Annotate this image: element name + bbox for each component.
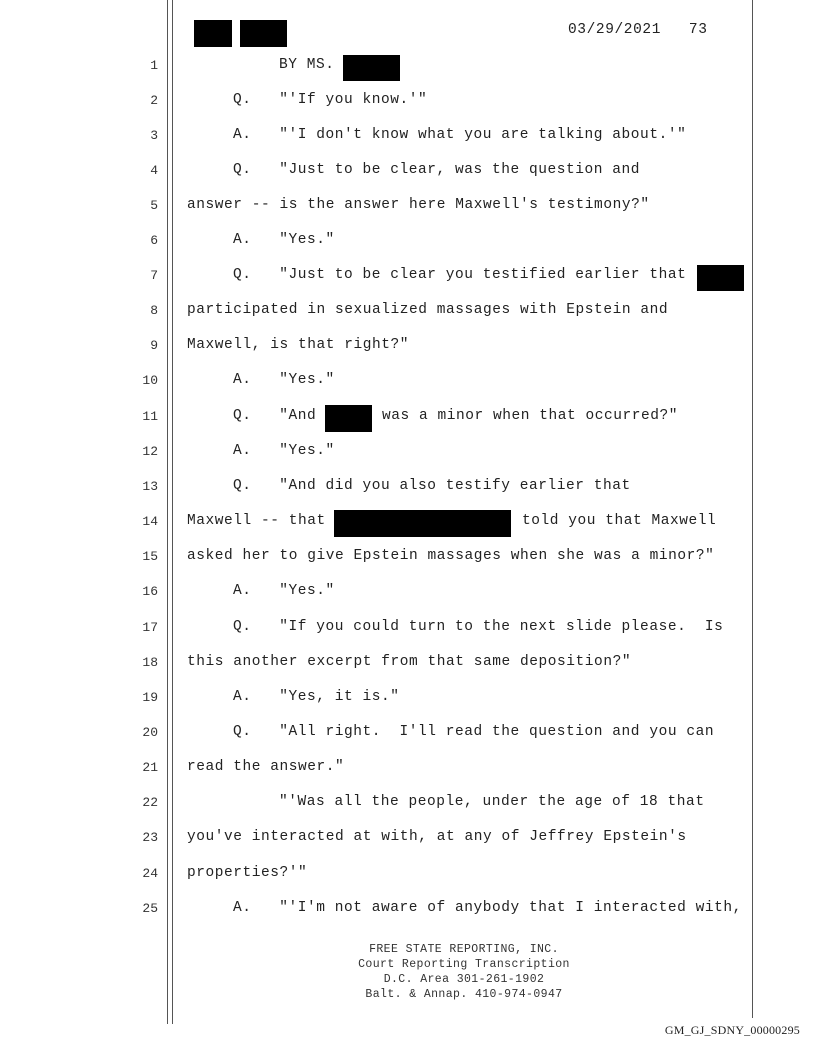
line-number: 8 xyxy=(150,303,158,318)
left-margin-rule-outer xyxy=(167,0,168,1024)
transcript-line-end: was a minor when that occurred?" xyxy=(382,408,679,424)
line-number: 13 xyxy=(142,479,158,494)
redaction-header-1 xyxy=(194,20,232,47)
line-number: 5 xyxy=(150,198,158,213)
line-number: 12 xyxy=(142,444,158,459)
line-number: 16 xyxy=(142,584,158,599)
reporter-footer xyxy=(304,942,624,1002)
footer-company: FREE STATE REPORTING, INC. xyxy=(369,943,559,956)
line-number: 3 xyxy=(150,128,158,143)
redaction-name xyxy=(343,55,400,81)
redaction-name xyxy=(697,265,744,291)
line-number: 25 xyxy=(142,901,158,916)
transcript-line: asked her to give Epstein massages when she was a minor?" xyxy=(187,548,715,564)
transcript-line: Q. "'If you know.'" xyxy=(233,92,428,108)
transcript-line: BY MS. xyxy=(279,57,335,73)
redaction-name xyxy=(334,510,511,537)
transcript-line: A. "Yes, it is." xyxy=(233,689,400,705)
transcript-line: A. "Yes." xyxy=(233,583,335,599)
line-number: 15 xyxy=(142,549,158,564)
redaction-name xyxy=(325,405,372,432)
footer-dc-phone: D.C. Area 301-261-1902 xyxy=(383,973,545,986)
footer-service: Court Reporting Transcription xyxy=(358,958,570,971)
line-number: 18 xyxy=(142,655,158,670)
line-number: 1 xyxy=(150,58,158,73)
line-number: 20 xyxy=(142,725,158,740)
transcript-line: Q. "And did you also testify earlier that xyxy=(233,478,631,494)
line-number: 2 xyxy=(150,93,158,108)
line-number: 6 xyxy=(150,233,158,248)
transcript-line: Q. "Just to be clear, was the question and xyxy=(233,162,641,178)
transcript-line: Q. "Just to be clear you testified earlier that xyxy=(233,267,687,283)
transcript-line: read the answer." xyxy=(187,759,345,775)
transcript-line: A. "Yes." xyxy=(233,443,335,459)
line-number: 14 xyxy=(142,514,158,529)
redaction-header-2 xyxy=(240,20,287,47)
header-date-page xyxy=(568,22,708,38)
line-number: 7 xyxy=(150,268,158,283)
line-number: 23 xyxy=(142,830,158,845)
transcript-line: answer -- is the answer here Maxwell's testimony?" xyxy=(187,197,650,213)
footer-balt-phone: Balt. & Annap. 410-974-0947 xyxy=(365,988,563,1001)
transcript-line-end: told you that Maxwell xyxy=(522,513,717,529)
header-page-number: 73 xyxy=(688,22,708,38)
line-number: 24 xyxy=(142,866,158,881)
transcript-line: participated in sexualized massages with Epstein and xyxy=(187,302,669,318)
transcript-line: you've interacted at with, at any of Jeffrey Epstein's xyxy=(187,829,687,845)
transcript-line: properties?'" xyxy=(187,865,308,881)
left-margin-rule-inner xyxy=(172,0,173,1024)
bates-number: GM_GJ_SDNY_00000295 xyxy=(664,1023,800,1037)
transcript-line: A. "'I'm not aware of anybody that I interacted with, xyxy=(233,900,742,916)
line-number: 11 xyxy=(142,409,158,424)
transcript-line-start: Q. "And xyxy=(233,408,317,424)
transcript-line: A. "'I don't know what you are talking about.'" xyxy=(233,127,687,143)
line-number: 9 xyxy=(150,338,158,353)
line-number: 17 xyxy=(142,620,158,635)
right-margin-rule xyxy=(752,0,753,1018)
transcript-line-start: Maxwell -- that xyxy=(187,513,326,529)
line-number: 19 xyxy=(142,690,158,705)
transcript-line: A. "Yes." xyxy=(233,372,335,388)
transcript-line: Maxwell, is that right?" xyxy=(187,337,410,353)
transcript-line: Q. "If you could turn to the next slide please. Is xyxy=(233,619,724,635)
line-number: 22 xyxy=(142,795,158,810)
transcript-line: A. "Yes." xyxy=(233,232,335,248)
header-date: 03/29/2021 xyxy=(568,22,662,38)
line-number: 10 xyxy=(142,373,158,388)
line-number: 4 xyxy=(150,163,158,178)
line-number: 21 xyxy=(142,760,158,775)
transcript-line: Q. "All right. I'll read the question and you can xyxy=(233,724,715,740)
transcript-line: this another excerpt from that same deposition?" xyxy=(187,654,632,670)
transcript-line: "'Was all the people, under the age of 18 that xyxy=(279,794,705,810)
